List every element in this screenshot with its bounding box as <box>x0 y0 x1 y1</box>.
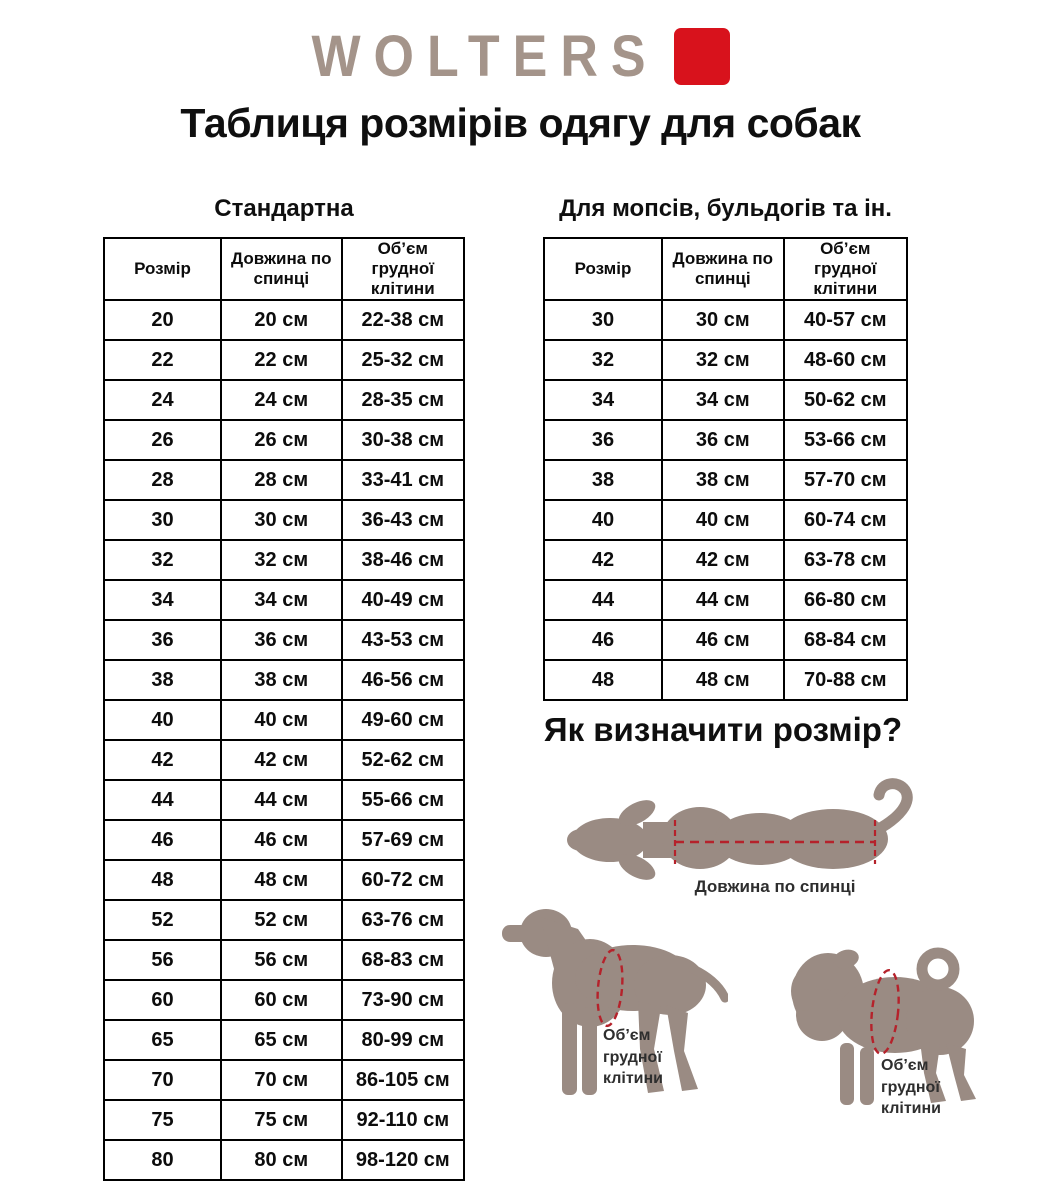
table-cell: 36 см <box>662 420 784 460</box>
table-row <box>544 380 907 420</box>
table-header-row <box>544 238 907 300</box>
table-row <box>104 700 464 740</box>
table-cell: 75 см <box>221 1100 342 1140</box>
table-cell: 30 см <box>662 300 784 340</box>
table-cell: 22 см <box>221 340 342 380</box>
page-title: Таблиця розмірів одягу для собак <box>180 100 861 146</box>
table-cell: 36 <box>104 620 221 660</box>
table-cell: 32 см <box>662 340 784 380</box>
column-header: Об’єм грудної клітини <box>784 238 907 300</box>
table-cell: 20 см <box>221 300 342 340</box>
table-cell: 40-49 см <box>342 580 464 620</box>
table-cell: 80-99 см <box>342 1020 464 1060</box>
table-cell: 34 <box>544 380 662 420</box>
table-cell: 32 см <box>221 540 342 580</box>
table-cell: 33-41 см <box>342 460 464 500</box>
table-cell: 52 <box>104 900 221 940</box>
table-cell: 38-46 см <box>342 540 464 580</box>
table-row <box>544 500 907 540</box>
table-cell: 26 <box>104 420 221 460</box>
table-cell: 46 <box>104 820 221 860</box>
table-cell: 49-60 см <box>342 700 464 740</box>
table-cell: 70-88 см <box>784 660 907 700</box>
table-cell: 63-76 см <box>342 900 464 940</box>
table-cell: 42 <box>104 740 221 780</box>
table-cell: 32 <box>544 340 662 380</box>
table-header-row <box>104 238 464 300</box>
table-cell: 60-74 см <box>784 500 907 540</box>
table-cell: 70 <box>104 1060 221 1100</box>
table-cell: 60 <box>104 980 221 1020</box>
table-cell: 68-84 см <box>784 620 907 660</box>
table-cell: 48 <box>544 660 662 700</box>
table-row <box>544 340 907 380</box>
table-cell: 73-90 см <box>342 980 464 1020</box>
table-cell: 66-80 см <box>784 580 907 620</box>
table-row <box>104 820 464 860</box>
table-cell: 38 см <box>221 660 342 700</box>
table-cell: 46-56 см <box>342 660 464 700</box>
table-row <box>104 620 464 660</box>
table-cell: 38 <box>544 460 662 500</box>
table-row <box>104 460 464 500</box>
table-cell: 25-32 см <box>342 340 464 380</box>
table-cell: 48 <box>104 860 221 900</box>
table-cell: 38 <box>104 660 221 700</box>
table-cell: 57-69 см <box>342 820 464 860</box>
table-cell: 30 <box>544 300 662 340</box>
table-row <box>104 780 464 820</box>
table-row <box>104 1140 464 1180</box>
table-cell: 40 см <box>221 700 342 740</box>
column-header: Розмір <box>544 238 662 300</box>
table-cell: 24 см <box>221 380 342 420</box>
table-cell: 48 см <box>221 860 342 900</box>
pugs-table-title: Для мопсів, бульдогів та ін. <box>559 195 892 222</box>
table-cell: 46 <box>544 620 662 660</box>
table-cell: 52 см <box>221 900 342 940</box>
table-cell: 60 см <box>221 980 342 1020</box>
table-cell: 20 <box>104 300 221 340</box>
table-cell: 42 см <box>662 540 784 580</box>
size-table-pugs <box>543 237 908 701</box>
table-cell: 28 <box>104 460 221 500</box>
column-header: Довжина по спинці <box>662 238 784 300</box>
table-cell: 26 см <box>221 420 342 460</box>
table-cell: 36 см <box>221 620 342 660</box>
table-cell: 56 см <box>221 940 342 980</box>
table-cell: 92-110 см <box>342 1100 464 1140</box>
table-cell: 75 <box>104 1100 221 1140</box>
table-row <box>544 300 907 340</box>
chest-girth-label-pug: Об’єм грудної клітини <box>881 1057 941 1118</box>
table-cell: 34 см <box>662 380 784 420</box>
table-cell: 32 <box>104 540 221 580</box>
table-row <box>104 660 464 700</box>
table-cell: 68-83 см <box>342 940 464 980</box>
table-cell: 55-66 см <box>342 780 464 820</box>
table-row <box>104 740 464 780</box>
table-cell: 46 см <box>662 620 784 660</box>
table-row <box>104 1060 464 1100</box>
table-cell: 22 <box>104 340 221 380</box>
table-row <box>104 300 464 340</box>
table-cell: 65 см <box>221 1020 342 1060</box>
table-cell: 40-57 см <box>784 300 907 340</box>
table-cell: 53-66 см <box>784 420 907 460</box>
back-length-label: Довжина по спинці <box>694 877 856 896</box>
brand-logo <box>0 24 1041 89</box>
dog-top-view-silhouette <box>567 784 907 882</box>
table-row <box>104 540 464 580</box>
table-cell: 28-35 см <box>342 380 464 420</box>
table-cell: 36-43 см <box>342 500 464 540</box>
table-row <box>104 1020 464 1060</box>
table-cell: 44 <box>544 580 662 620</box>
table-row <box>544 620 907 660</box>
table-cell: 63-78 см <box>784 540 907 580</box>
table-row <box>104 860 464 900</box>
dog-top-view-illustration <box>565 778 925 882</box>
table-cell: 40 см <box>662 500 784 540</box>
table-cell: 42 <box>544 540 662 580</box>
table-cell: 80 см <box>221 1140 342 1180</box>
table-row <box>104 340 464 380</box>
column-header: Довжина по спинці <box>221 238 342 300</box>
table-cell: 70 см <box>221 1060 342 1100</box>
table-cell: 44 см <box>662 580 784 620</box>
table-cell: 46 см <box>221 820 342 860</box>
table-cell: 40 <box>104 700 221 740</box>
table-cell: 30-38 см <box>342 420 464 460</box>
table-cell: 50-62 см <box>784 380 907 420</box>
table-row <box>104 980 464 1020</box>
table-cell: 42 см <box>221 740 342 780</box>
table-row <box>544 460 907 500</box>
table-row <box>104 420 464 460</box>
table-cell: 30 <box>104 500 221 540</box>
column-header: Об’єм грудної клітини <box>342 238 464 300</box>
logo-text: WOLTERS <box>311 24 659 89</box>
table-row <box>104 940 464 980</box>
table-cell: 34 см <box>221 580 342 620</box>
table-row <box>544 660 907 700</box>
chest-girth-label-large-dog: Об’єм грудної клітини <box>603 1027 663 1088</box>
table-row <box>544 540 907 580</box>
table-row <box>104 500 464 540</box>
table-cell: 34 <box>104 580 221 620</box>
table-cell: 44 см <box>221 780 342 820</box>
how-to-title: Як визначити розмір? <box>543 711 903 748</box>
table-cell: 22-38 см <box>342 300 464 340</box>
table-cell: 43-53 см <box>342 620 464 660</box>
table-cell: 57-70 см <box>784 460 907 500</box>
table-row <box>104 580 464 620</box>
table-cell: 98-120 см <box>342 1140 464 1180</box>
table-row <box>104 900 464 940</box>
table-row <box>544 580 907 620</box>
table-row <box>544 420 907 460</box>
table-cell: 56 <box>104 940 221 980</box>
column-header: Розмір <box>104 238 221 300</box>
table-cell: 24 <box>104 380 221 420</box>
table-cell: 60-72 см <box>342 860 464 900</box>
standard-table-title: Стандартна <box>214 195 354 222</box>
size-table-standard <box>103 237 465 1181</box>
table-cell: 80 <box>104 1140 221 1180</box>
table-cell: 52-62 см <box>342 740 464 780</box>
table-row <box>104 380 464 420</box>
table-cell: 36 <box>544 420 662 460</box>
table-cell: 44 <box>104 780 221 820</box>
table-cell: 48-60 см <box>784 340 907 380</box>
table-cell: 30 см <box>221 500 342 540</box>
table-cell: 48 см <box>662 660 784 700</box>
logo-red-square-icon <box>674 28 730 85</box>
table-cell: 38 см <box>662 460 784 500</box>
table-cell: 65 <box>104 1020 221 1060</box>
table-row <box>104 1100 464 1140</box>
table-cell: 40 <box>544 500 662 540</box>
table-cell: 28 см <box>221 460 342 500</box>
table-cell: 86-105 см <box>342 1060 464 1100</box>
